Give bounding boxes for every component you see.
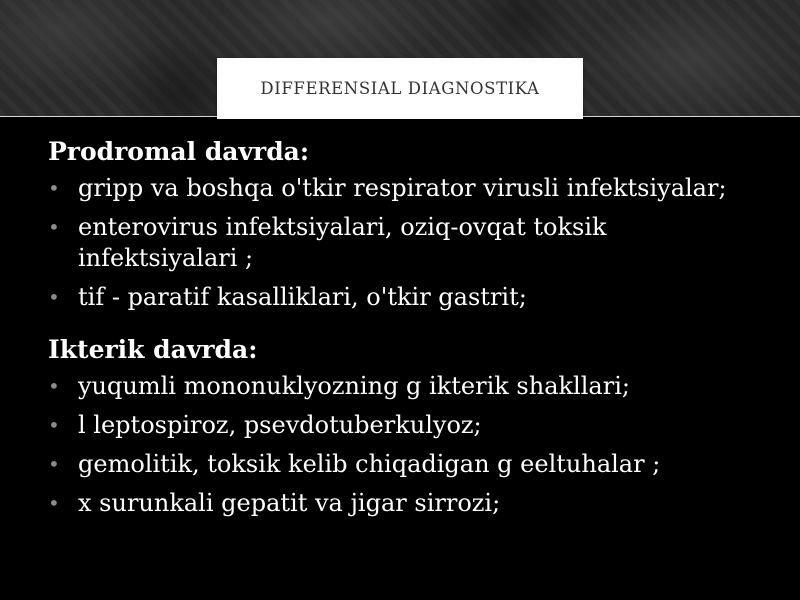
bullet-icon: • xyxy=(48,176,60,200)
list-item-text: tif - paratif kasalliklari, o'tkir gastrit; xyxy=(78,283,527,311)
list-item-text: gripp va boshqa o'tkir respirator virusli infektsiyalar; xyxy=(78,174,727,202)
list-item-text: enterovirus infektsiyalari, oziq-ovqat toksik infektsiyalari ; xyxy=(78,213,607,272)
bullet-icon: • xyxy=(48,285,60,309)
list-item-text: yuqumli mononuklyozning g ikterik shakllari; xyxy=(78,372,630,400)
list-item-text: x surunkali gepatit va jigar sirrozi; xyxy=(78,489,501,517)
list-item xyxy=(48,410,768,441)
list-item xyxy=(48,371,768,402)
list-item-text: gemolitik, toksik kelib chiqadigan g eeltuhalar ; xyxy=(78,450,661,478)
list-item-text: l leptospiroz, psevdotuberkulyoz; xyxy=(78,411,482,439)
list-item xyxy=(48,449,768,480)
bullet-list-prodromal xyxy=(48,173,768,313)
bullet-icon: • xyxy=(48,374,60,398)
list-item xyxy=(48,282,768,313)
bullet-icon: • xyxy=(48,413,60,437)
bullet-icon: • xyxy=(48,452,60,476)
slide-title: DIFFERENSIAL DIAGNOSTIKA xyxy=(260,79,540,98)
list-item xyxy=(48,212,768,274)
list-item xyxy=(48,488,768,519)
list-item xyxy=(48,173,768,204)
bullet-icon: • xyxy=(48,491,60,515)
slide-title-box xyxy=(217,58,583,119)
section-heading-prodromal: Prodromal davrda: xyxy=(48,137,310,166)
bullet-list-ikterik xyxy=(48,371,768,519)
slide-body xyxy=(48,133,768,519)
section-heading-ikterik: Ikterik davrda: xyxy=(48,335,258,364)
bullet-icon: • xyxy=(48,215,60,239)
